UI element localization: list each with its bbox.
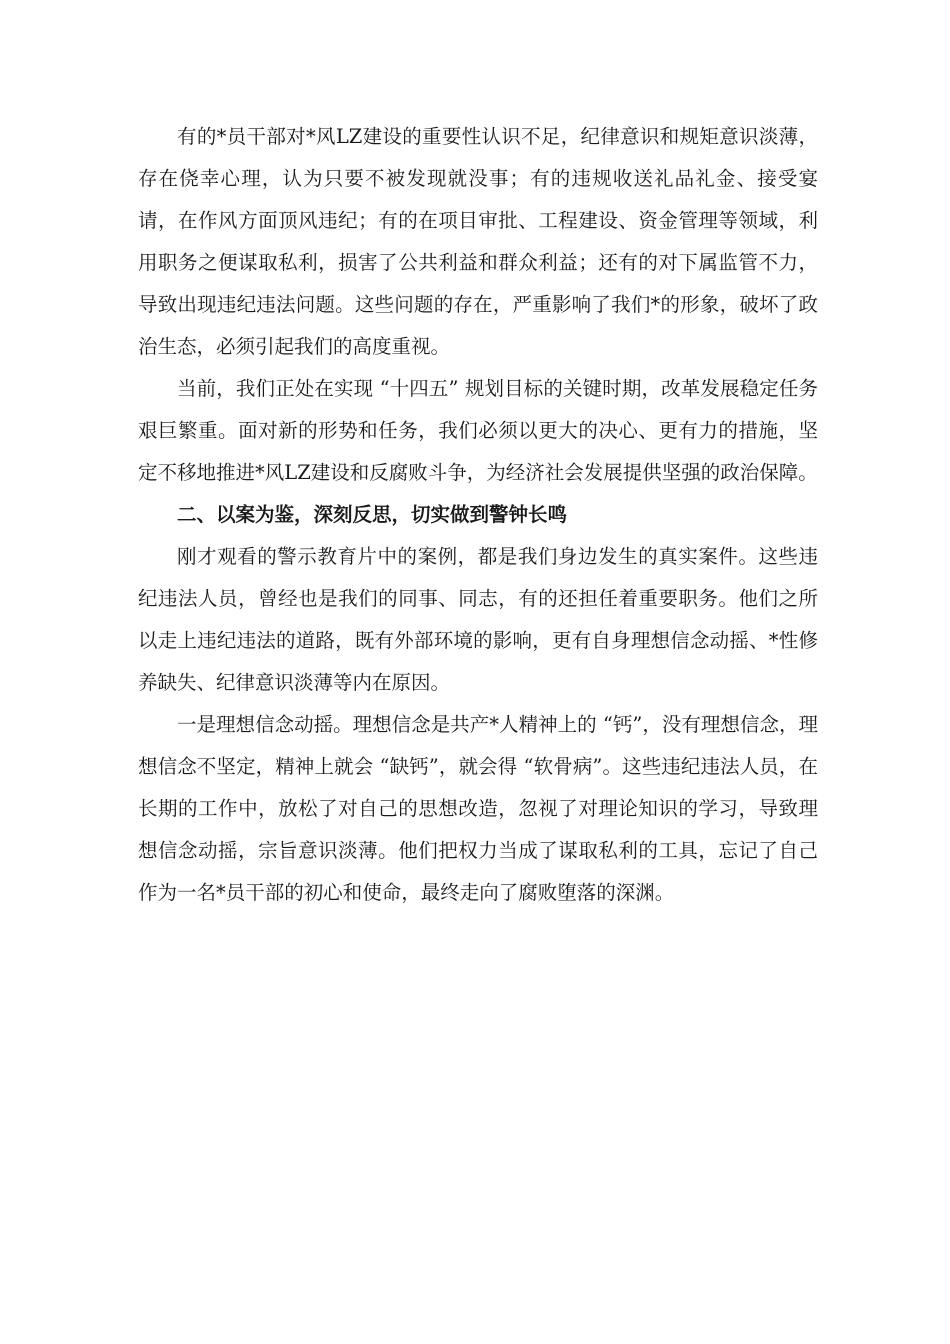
body-paragraph-4: 一是理想信念动摇。理想信念是共产*人精神上的 “钙”，没有理想信念，理想信念不坚定，精神上就会 “缺钙”，就会得 “软骨病”。这些违纪违法人员，在长期的工作中，放松了对自己的思想改造，忽视了对理论知识的学习，导致理想信念动摇，宗旨意识淡薄。他们把权力当成了谋取私利的工具，忘记了自己作为一名*员干部的初心和使命，最终走向了腐败堕落的深渊。 <box>138 713 818 904</box>
section-heading: 二、以案为鉴，深刻反思，切实做到警钟长鸣 <box>177 503 568 526</box>
body-paragraph-1: 有的*员干部对*风LZ建设的重要性认识不足，纪律意识和规矩意识淡薄，存在侥幸心理，认为只要不被发现就没事；有的违规收送礼品礼金、接受宴请，在作风方面顶风违纪；有的在项目审批、工程建设、资金管理等领域，利用职务之便谋取私利，损害了公共利益和群众利益；还有的对下属监管不力，导致出现违纪违法问题。这些问题的存在，严重影响了我们*的形象，破坏了政治生态，必须引起我们的高度重视。 <box>138 125 818 358</box>
body-paragraph-3: 刚才观看的警示教育片中的案例，都是我们身边发生的真实案件。这些违纪违法人员，曾经也是我们的同事、同志，有的还担任着重要职务。他们之所以走上违纪违法的道路，既有外部环境的影响，更有自身理想信念动摇、*性修养缺失、纪律意识淡薄等内在原因。 <box>138 545 818 694</box>
body-paragraph-2: 当前，我们正处在实现 “十四五” 规划目标的关键时期，改革发展稳定任务艰巨繁重。面对新的形势和任务，我们必须以更大的决心、更有力的措施，坚定不移地推进*风LZ建设和反腐败斗争，为经济社会发展提供坚强的政治保障。 <box>138 377 818 484</box>
document-body <box>138 116 818 914</box>
